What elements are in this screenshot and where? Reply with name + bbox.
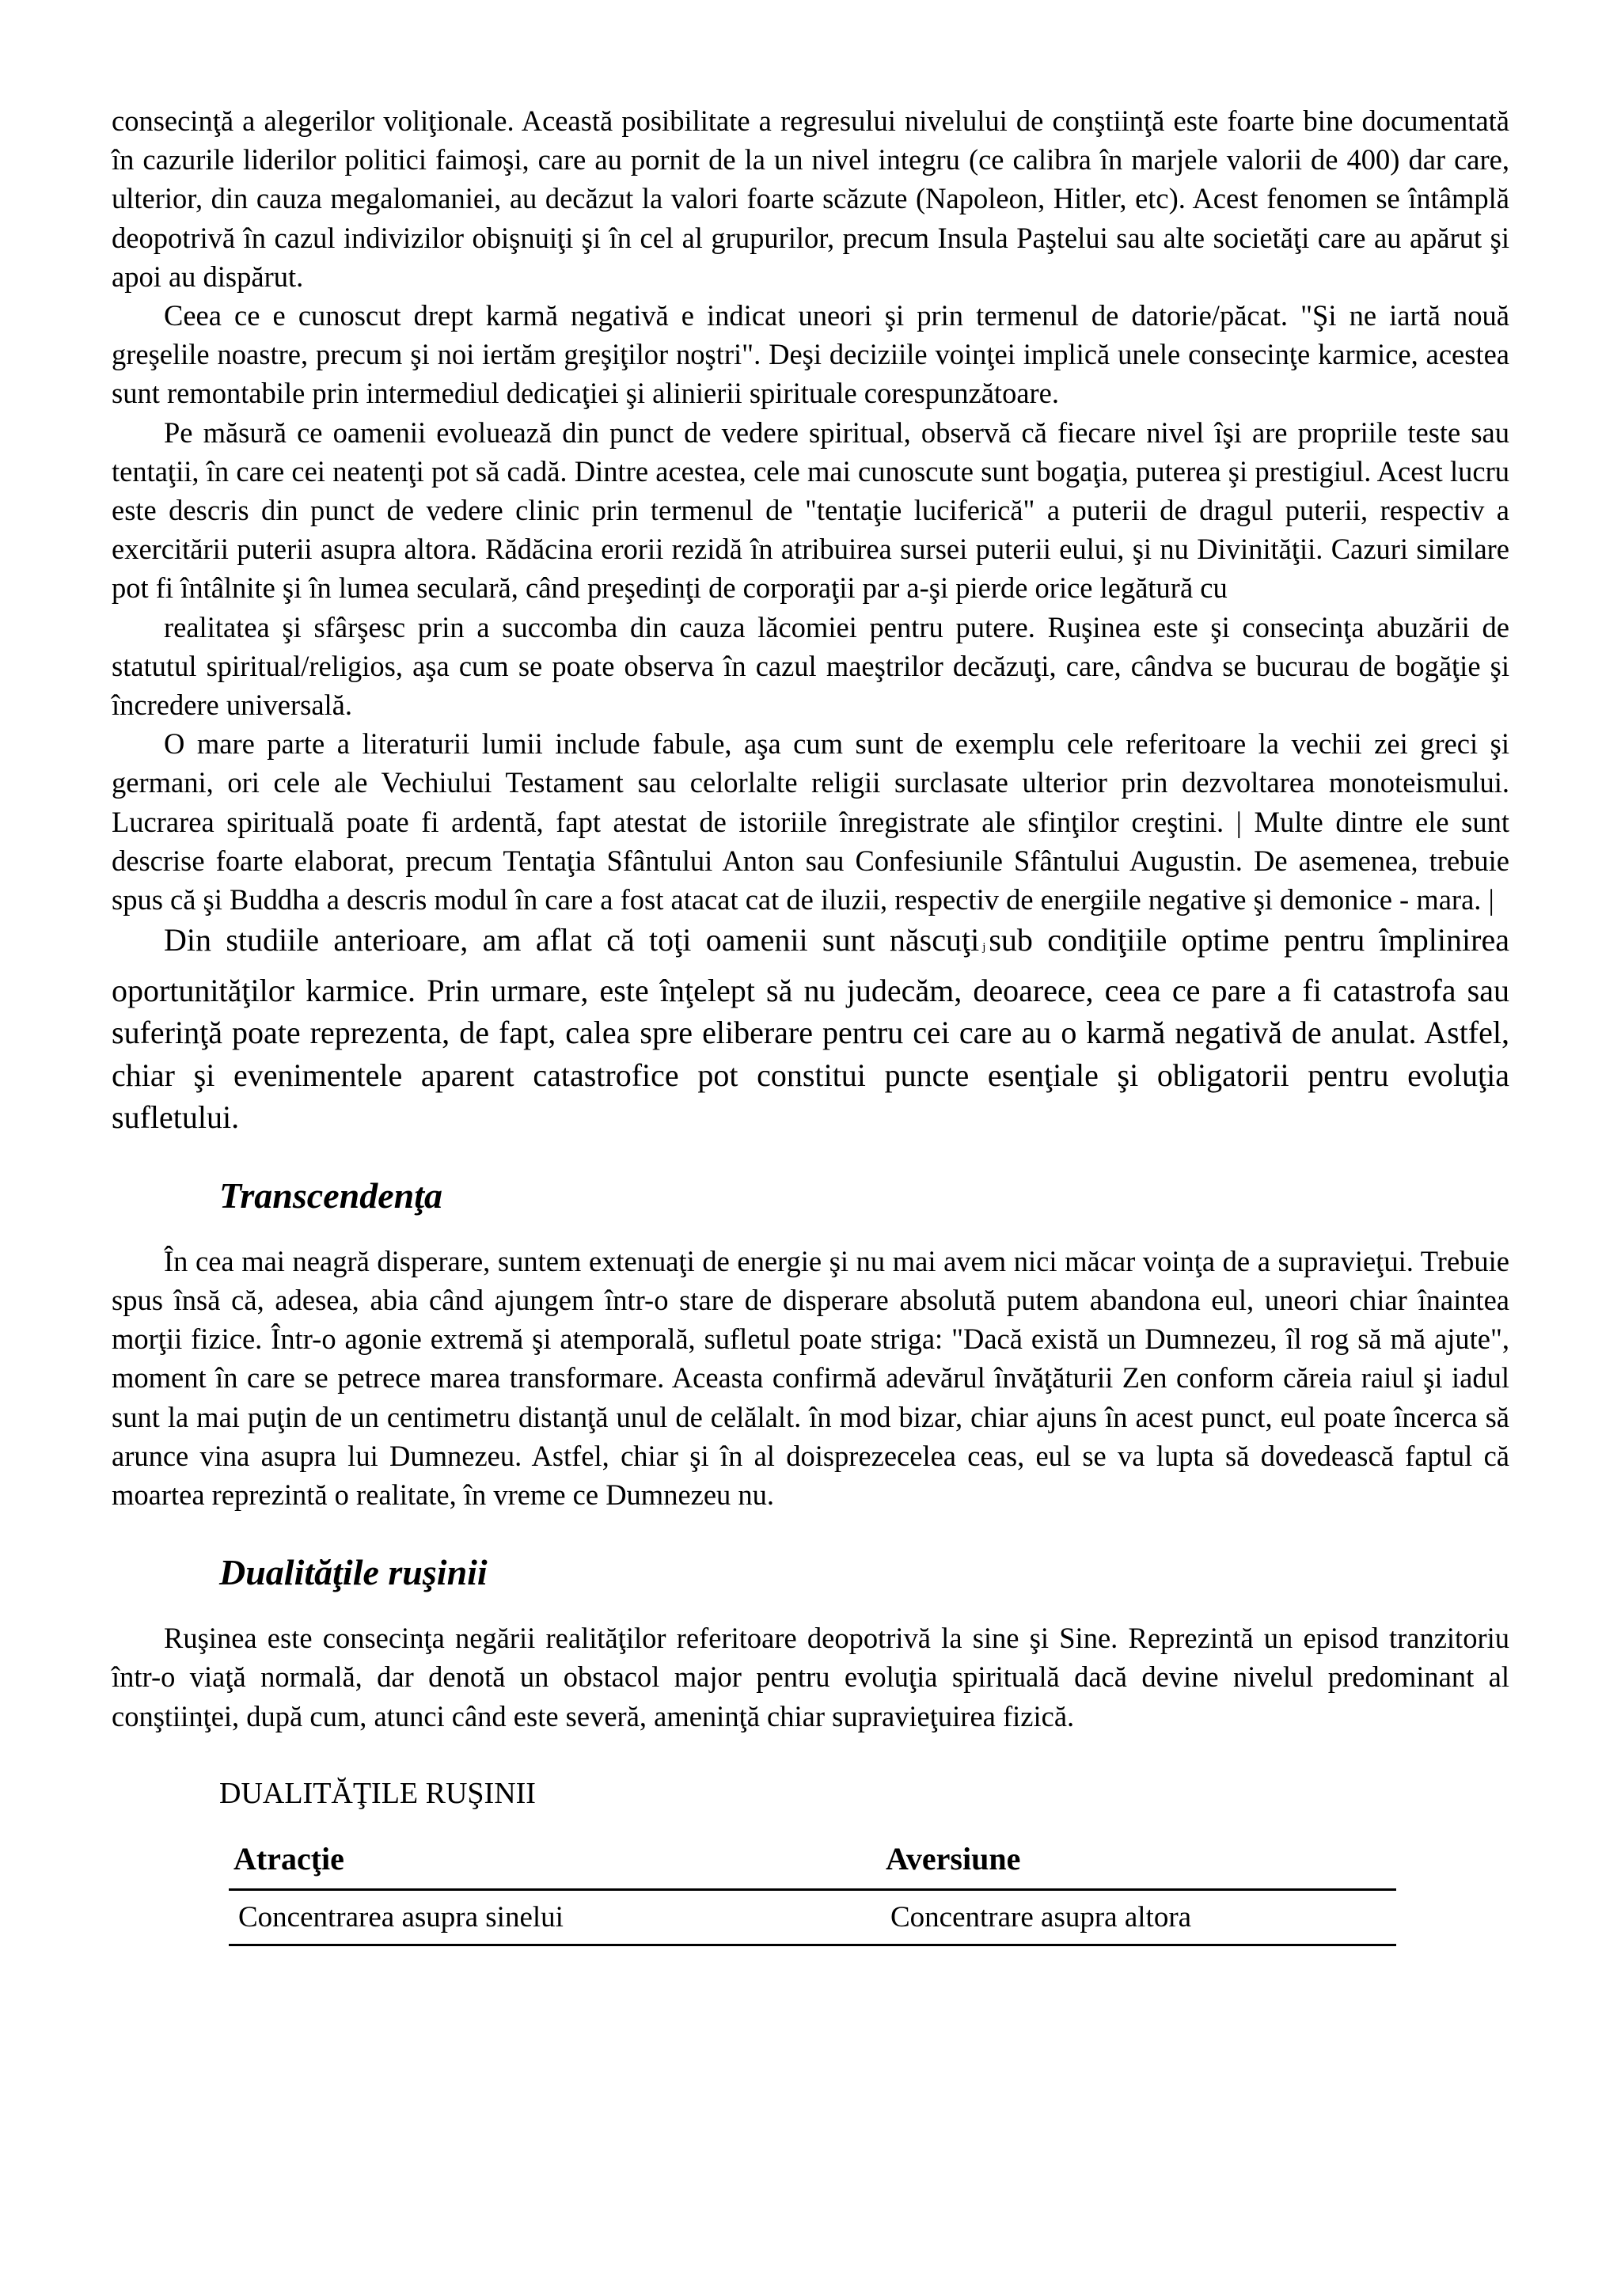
paragraph-literature: O mare parte a literaturii lumii include fabule, aşa cum sunt de exemplu cele referitoare la vechii zei greci şi germani, ori cele ale Vechiului Testament sau celorlalte religii surclasate ulterior prin dezvoltarea monoteismului. Lucrarea spirituală poate fi ardentă, fapt atestat de istoriile înregistrate ale sfinţilor creştini. | Multe dintre ele sunt descrise foarte elaborat, precum Tentaţia Sfântului Anton sau Confesiunile Sfântului Augustin. De asemenea, trebuie spus că şi Buddha a descris modul în care a fost atacat cat de iluzii, respectiv de energiile negative şi demonice - mara. |: [112, 727, 1509, 917]
table-header-row: [229, 1837, 1396, 1890]
paragraph-karmic-text-a: Din studiile anterioare, am aflat că toţi oamenii sunt născuţi: [164, 922, 980, 958]
paragraph-karmic-text-b: sub condiţiile optime pentru împlinirea oportunităţilor karmice. Prin urmare, este înţelept să nu judecăm, deoarece, ceea ce pare a fi catastrofa sau suferinţă poate reprezenta, de fapt, calea spre eliberare pentru cei care au o karmă negativă de anulat. Astfel, chiar şi evenimentele aparent catastrofice pot constitui puncte esenţiale şi obligatorii pentru evoluţia sufletului.: [112, 922, 1509, 1136]
paragraph-karma: Ceea ce e cunoscut drept karmă negativă e indicat uneori şi prin termenul de datorie/păcat. "Şi ne iartă nouă greşelile noastre, precum şi noi iertăm greşiţilor noştri". Deşi deciziile voinţei implică unele consecinţe karmice, acestea sunt remontabile prin intermediul dedicaţiei şi alinierii spirituale corespunzătoare.: [112, 299, 1509, 410]
table-header-aversion: Aversiune: [881, 1837, 1396, 1890]
table-cell-aversion: Concentrare asupra altora: [881, 1889, 1396, 1945]
paragraph-greed: realitatea şi sfârşesc prin a succomba din cauza lăcomiei pentru putere. Ruşinea este şi consecinţa abuzării de statutul spiritual/religios, aşa cum se poate observa în cazul maeştrilor decăzuţi, care, cândva se bucurau de bogăţie şi încredere universală.: [112, 610, 1509, 722]
section-heading-transcendenta: Transcendenţa: [219, 1175, 442, 1216]
paragraph-continuation: consecinţă a alegerilor voliţionale. Această posibilitate a regresului nivelului de conştiinţă este foarte bine documentată în cazurile liderilor politici faimoşi, care au pornit de la un nivel integru (ce calibra în marjele valorii de 400) dar care, ulterior, din cauza megalomaniei, au decăzut la valori foarte scăzute (Napoleon, Hitler, etc). Acest fenomen se întâmplă deopotrivă în cazul indivizilor obişnuiţi şi în cel al grupurilor, precum Insula Paştelui sau alte societăţi care au apărut şi apoi au dispărut.: [112, 104, 1509, 293]
section-heading-dualitati: Dualităţile ruşinii: [219, 1552, 488, 1593]
table-header-attraction: Atracţie: [229, 1837, 881, 1890]
stray-mark: j: [982, 941, 986, 954]
document-page: [112, 101, 1509, 1946]
paragraph-dualitati: Ruşinea este consecinţa negării realităţilor referitoare deopotrivă la sine şi Sine. Reprezintă un episod tranzitoriu într-o viaţă normală, dar denotă un obstacol major pentru evoluţia spirituală dacă devine nivelul predominant al conştiinţei, după cum, atunci când este severă, ameninţă chiar supravieţuirea fizică.: [112, 1622, 1509, 1732]
table-row: [229, 1889, 1396, 1945]
table-caption: DUALITĂŢILE RUŞINII: [219, 1776, 536, 1810]
paragraph-transcendenta: În cea mai neagră disperare, suntem extenuaţi de energie şi nu mai avem nici măcar voinţa de a supravieţui. Trebuie spus însă că, adesea, abia când ajungem într-o stare de disperare absolută putem abandona eul, uneori chiar înaintea morţii fizice. Într-o agonie extremă şi atemporală, sufletul poate striga: "Dacă există un Dumnezeu, îl rog să mă ajute", moment în care se petrece marea transformare. Aceasta confirmă adevărul învăţăturii Zen conform căreia raiul şi iadul sunt la mai puţin de un centimetru distanţă unul de celălalt. în mod bizar, chiar ajuns în acest punct, eul poate încerca să arunce vina asupra lui Dumnezeu. Astfel, chiar şi în al doisprezecelea ceas, eul se va lupta să dovedească faptul că moartea reprezintă o realitate, în vreme ce Dumnezeu nu.: [112, 1244, 1509, 1511]
paragraph-temptations: Pe măsură ce oamenii evoluează din punct de vedere spiritual, observă că fiecare nivel îşi are propriile teste sau tentaţii, în care cei neatenţi pot să cadă. Dintre acestea, cele mai cunoscute sunt bogaţia, puterea şi prestigiul. Acest lucru este descris din punct de vedere clinic prin termenul de "tentaţie luciferică" a puterii de dragul puterii, respectiv a exercitării puterii asupra altora. Rădăcina erorii rezidă în atribuirea sursei puterii eului, şi nu Divinităţii. Cazuri similare pot fi întâlnite şi în lumea seculară, când preşedinţi de corporaţii par a-şi pierde orice legătură cu: [112, 416, 1509, 605]
table-cell-attraction: Concentrarea asupra sinelui: [229, 1889, 881, 1945]
paragraph-karmic-conditions: [112, 919, 1509, 1139]
dualities-table: [229, 1837, 1396, 1946]
